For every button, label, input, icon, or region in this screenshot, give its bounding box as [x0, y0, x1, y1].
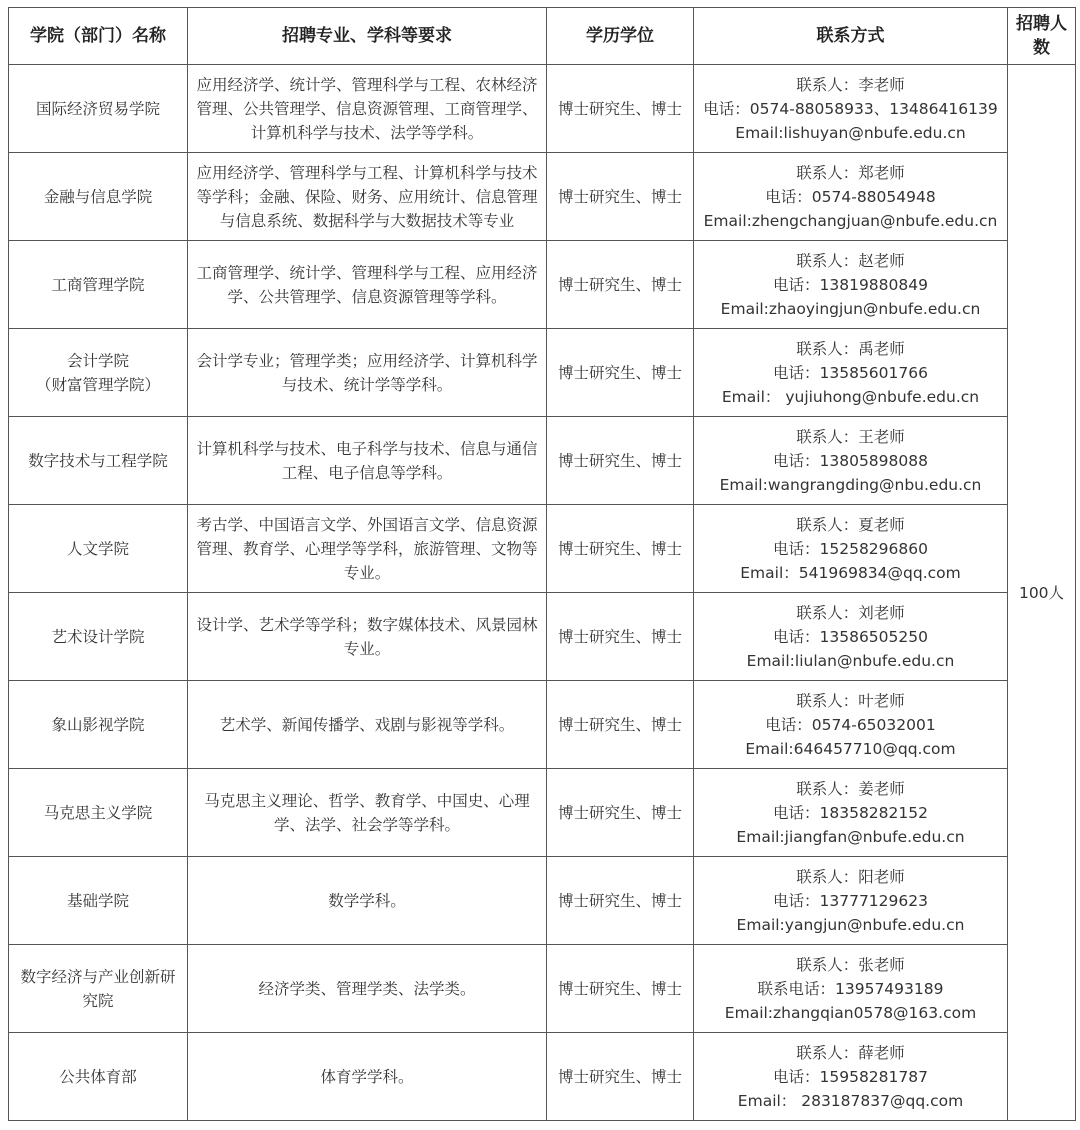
- contact-phone: 电话：13586505250: [773, 627, 928, 646]
- contact-person: 联系人：李老师: [796, 75, 905, 94]
- header-contact: 联系方式: [694, 8, 1008, 65]
- contact-person: 联系人：张老师: [796, 955, 905, 974]
- degree: 博士研究生、博士: [547, 329, 694, 417]
- dept-name: 工商管理学院: [9, 241, 188, 329]
- contact-phone: 电话：18358282152: [773, 803, 928, 822]
- major-requirements: 马克思主义理论、哲学、教育学、中国史、心理学、法学、社会学等学科。: [188, 769, 547, 857]
- table-row: [9, 1033, 1076, 1121]
- contact-phone: 电话：13819880849: [773, 275, 928, 294]
- contact-info: [694, 329, 1008, 417]
- degree: 博士研究生、博士: [547, 241, 694, 329]
- table-row: [9, 153, 1076, 241]
- dept-name: 数字技术与工程学院: [9, 417, 188, 505]
- contact-info: [694, 945, 1008, 1033]
- degree: 博士研究生、博士: [547, 593, 694, 681]
- contact-info: [694, 857, 1008, 945]
- quota-value: 100人: [1008, 65, 1076, 1121]
- degree: 博士研究生、博士: [547, 945, 694, 1033]
- dept-name: 基础学院: [9, 857, 188, 945]
- table-row: [9, 417, 1076, 505]
- contact-info: [694, 505, 1008, 593]
- table-row: [9, 857, 1076, 945]
- contact-email: Email:jiangfan@nbufe.edu.cn: [736, 827, 965, 846]
- contact-info: [694, 769, 1008, 857]
- contact-email: Email:yangjun@nbufe.edu.cn: [736, 915, 965, 934]
- contact-email: Email:wangrangding@nbu.edu.cn: [719, 475, 982, 494]
- dept-name-sub: （财富管理学院）: [35, 375, 160, 394]
- contact-phone: 电话：13777129623: [773, 891, 928, 910]
- contact-info: [694, 417, 1008, 505]
- contact-info: [694, 153, 1008, 241]
- contact-info: [694, 65, 1008, 153]
- table-row: [9, 593, 1076, 681]
- contact-info: [694, 593, 1008, 681]
- major-requirements: 艺术学、新闻传播学、戏剧与影视等学科。: [188, 681, 547, 769]
- degree: 博士研究生、博士: [547, 1033, 694, 1121]
- table-row: [9, 681, 1076, 769]
- dept-name: 公共体育部: [9, 1033, 188, 1121]
- table-row: [9, 945, 1076, 1033]
- major-requirements: 设计学、艺术学等学科；数字媒体技术、风景园林专业。: [188, 593, 547, 681]
- contact-phone: 电话：0574-88058933、13486416139: [703, 99, 998, 118]
- major-requirements: 考古学、中国语言文学、外国语言文学、信息资源管理、教育学、心理学等学科，旅游管理、文物等专业。: [188, 505, 547, 593]
- degree: 博士研究生、博士: [547, 769, 694, 857]
- contact-phone: 联系电话：13957493189: [757, 979, 944, 998]
- contact-phone: 电话：13585601766: [773, 363, 928, 382]
- contact-person: 联系人：禹老师: [796, 339, 905, 358]
- contact-info: [694, 681, 1008, 769]
- header-major: 招聘专业、学科等要求: [188, 8, 547, 65]
- header-dept: 学院（部门）名称: [9, 8, 188, 65]
- major-requirements: 工商管理学、统计学、管理科学与工程、应用经济学、公共管理学、信息资源管理等学科。: [188, 241, 547, 329]
- degree: 博士研究生、博士: [547, 857, 694, 945]
- header-degree: 学历学位: [547, 8, 694, 65]
- major-requirements: 计算机科学与技术、电子科学与技术、信息与通信工程、电子信息等学科。: [188, 417, 547, 505]
- dept-name: 人文学院: [9, 505, 188, 593]
- contact-phone: 电话：0574-65032001: [765, 715, 936, 734]
- contact-email: Email： yujiuhong@nbufe.edu.cn: [721, 387, 980, 406]
- table-row: [9, 329, 1076, 417]
- contact-person: 联系人：叶老师: [796, 691, 905, 710]
- degree: 博士研究生、博士: [547, 681, 694, 769]
- dept-name: 数字经济与产业创新研究院: [9, 945, 188, 1033]
- major-requirements: 应用经济学、管理科学与工程、计算机科学与技术等学科；金融、保险、财务、应用统计、信息管理与信息系统、数据科学与大数据技术等专业: [188, 153, 547, 241]
- table-row: [9, 505, 1076, 593]
- contact-person: 联系人：夏老师: [796, 515, 905, 534]
- dept-name: 马克思主义学院: [9, 769, 188, 857]
- dept-name-main: 会计学院: [66, 351, 129, 370]
- contact-phone: 电话：13805898088: [773, 451, 928, 470]
- dept-name: 金融与信息学院: [9, 153, 188, 241]
- degree: 博士研究生、博士: [547, 153, 694, 241]
- table-row: [9, 769, 1076, 857]
- contact-phone: 电话：15958281787: [773, 1067, 928, 1086]
- contact-email: Email： 283187837@qq.com: [737, 1091, 964, 1110]
- degree: 博士研究生、博士: [547, 65, 694, 153]
- contact-person: 联系人：刘老师: [796, 603, 905, 622]
- contact-person: 联系人：薛老师: [796, 1043, 905, 1062]
- contact-email: Email:zhangqian0578@163.com: [724, 1003, 977, 1022]
- contact-email: Email:zhaoyingjun@nbufe.edu.cn: [720, 299, 981, 318]
- contact-email: Email:lishuyan@nbufe.edu.cn: [735, 123, 966, 142]
- major-requirements: 数学学科。: [188, 857, 547, 945]
- dept-name: 艺术设计学院: [9, 593, 188, 681]
- contact-person: 联系人：阳老师: [796, 867, 905, 886]
- contact-info: [694, 241, 1008, 329]
- contact-person: 联系人：赵老师: [796, 251, 905, 270]
- dept-name: 象山影视学院: [9, 681, 188, 769]
- contact-person: 联系人：姜老师: [796, 779, 905, 798]
- degree: 博士研究生、博士: [547, 505, 694, 593]
- degree: 博士研究生、博士: [547, 417, 694, 505]
- dept-name: [9, 329, 188, 417]
- major-requirements: 经济学类、管理学类、法学类。: [188, 945, 547, 1033]
- table-row: [9, 241, 1076, 329]
- contact-person: 联系人：王老师: [796, 427, 905, 446]
- table-row: [9, 65, 1076, 153]
- contact-email: Email:646457710@qq.com: [745, 739, 956, 758]
- recruitment-table: [8, 7, 1076, 1121]
- contact-phone: 电话：0574-88054948: [765, 187, 936, 206]
- contact-email: Email:zhengchangjuan@nbufe.edu.cn: [703, 211, 998, 230]
- header-row: [9, 8, 1076, 65]
- contact-info: [694, 1033, 1008, 1121]
- contact-email: Email：541969834@qq.com: [740, 563, 961, 582]
- major-requirements: 应用经济学、统计学、管理科学与工程、农林经济管理、公共管理学、信息资源管理、工商管理学、计算机科学与技术、法学等学科。: [188, 65, 547, 153]
- contact-phone: 电话：15258296860: [773, 539, 928, 558]
- contact-person: 联系人：郑老师: [796, 163, 905, 182]
- contact-email: Email:liulan@nbufe.edu.cn: [746, 651, 955, 670]
- major-requirements: 体育学学科。: [188, 1033, 547, 1121]
- header-quota: 招聘人数: [1008, 8, 1076, 65]
- major-requirements: 会计学专业；管理学类；应用经济学、计算机科学与技术、统计学等学科。: [188, 329, 547, 417]
- dept-name: 国际经济贸易学院: [9, 65, 188, 153]
